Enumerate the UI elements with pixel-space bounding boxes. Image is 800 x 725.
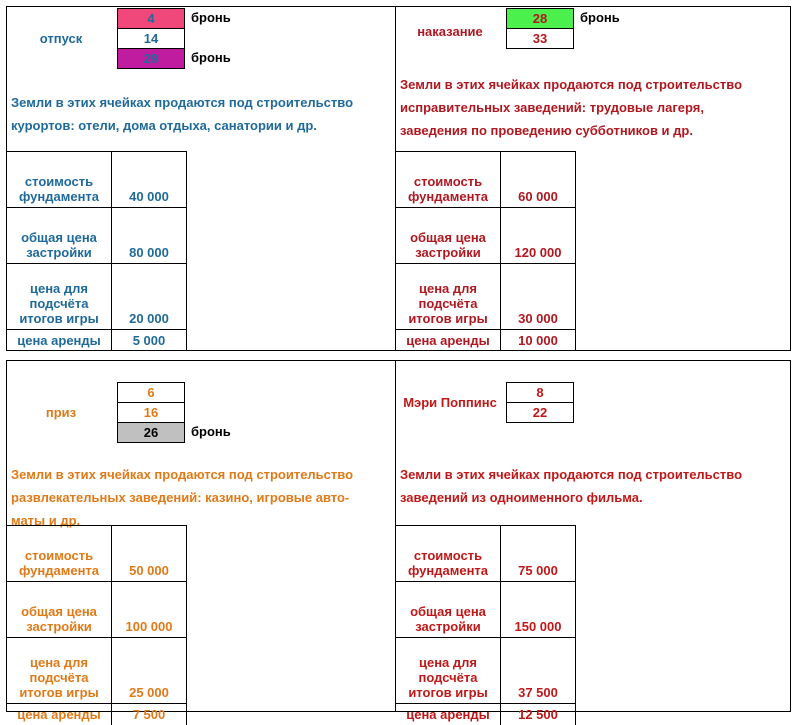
price-value: 12 500	[518, 707, 558, 722]
cell-number: 29	[117, 48, 185, 69]
reservation-mark: бронь	[191, 50, 231, 65]
price-label: стоимость фундамента	[18, 548, 100, 578]
group-name: приз	[45, 404, 77, 420]
price-label: цена аренды	[17, 707, 101, 722]
price-value: 20 000	[129, 311, 169, 326]
price-value: 60 000	[518, 189, 558, 204]
price-value: 30 000	[518, 311, 558, 326]
price-value: 37 500	[518, 685, 558, 700]
price-value: 5 000	[132, 333, 166, 348]
reservation-mark: бронь	[580, 10, 620, 25]
group-name: Мэри Поппинс	[403, 394, 497, 410]
price-value: 50 000	[129, 563, 169, 578]
price-label: общая цена застройки	[410, 230, 486, 260]
cell-number: 26	[117, 422, 185, 443]
price-label: цена для подсчёта итогов игры	[19, 281, 99, 326]
description: Земли в этих ячейках продаются под строительство курортов: отели, дома отдыха, санатории и др.	[11, 95, 354, 133]
reservation-mark: бронь	[191, 10, 231, 25]
price-value: 7 500	[132, 707, 166, 722]
cell-number: 16	[117, 402, 185, 423]
property-card	[395, 360, 791, 722]
price-value: 100 000	[125, 619, 173, 634]
description: Земли в этих ячейках продаются под строительство исправительных заведений: трудовые лагеря, заведения по проведению субботников и др.	[400, 77, 743, 138]
price-value: 150 000	[514, 619, 562, 634]
cell-number: 4	[117, 8, 185, 29]
property-card	[395, 6, 791, 351]
price-label: общая цена застройки	[410, 604, 486, 634]
price-value: 25 000	[129, 685, 169, 700]
price-label: цена для подсчёта итогов игры	[408, 655, 488, 700]
cell-number: 6	[117, 382, 185, 403]
price-value: 75 000	[518, 563, 558, 578]
property-card	[6, 6, 402, 351]
description: Земли в этих ячейках продаются под строительство заведений из одноименного фильма.	[400, 467, 743, 505]
group-name: наказание	[417, 23, 483, 39]
group-name: отпуск	[39, 30, 83, 46]
price-label: цена для подсчёта итогов игры	[19, 655, 99, 700]
price-label: цена для подсчёта итогов игры	[408, 281, 488, 326]
description: Земли в этих ячейках продаются под строительство развлекательных заведений: казино, игровые авто-маты и др.	[11, 467, 354, 528]
price-label: цена аренды	[406, 707, 490, 722]
price-value: 10 000	[518, 333, 558, 348]
price-label: цена аренды	[406, 333, 490, 348]
price-value: 40 000	[129, 189, 169, 204]
price-label: общая цена застройки	[21, 230, 97, 260]
reservation-mark: бронь	[191, 424, 231, 439]
price-label: стоимость фундамента	[407, 174, 489, 204]
price-label: общая цена застройки	[21, 604, 97, 634]
cell-number: 14	[117, 28, 185, 49]
cell-number: 8	[506, 382, 574, 403]
cell-number: 33	[506, 28, 574, 49]
price-value: 120 000	[514, 245, 562, 260]
price-label: стоимость фундамента	[407, 548, 489, 578]
price-label: стоимость фундамента	[18, 174, 100, 204]
cell-number: 28	[506, 8, 574, 29]
price-label: цена аренды	[17, 333, 101, 348]
cell-number: 22	[506, 402, 574, 423]
price-value: 80 000	[129, 245, 169, 260]
property-card	[6, 360, 402, 722]
